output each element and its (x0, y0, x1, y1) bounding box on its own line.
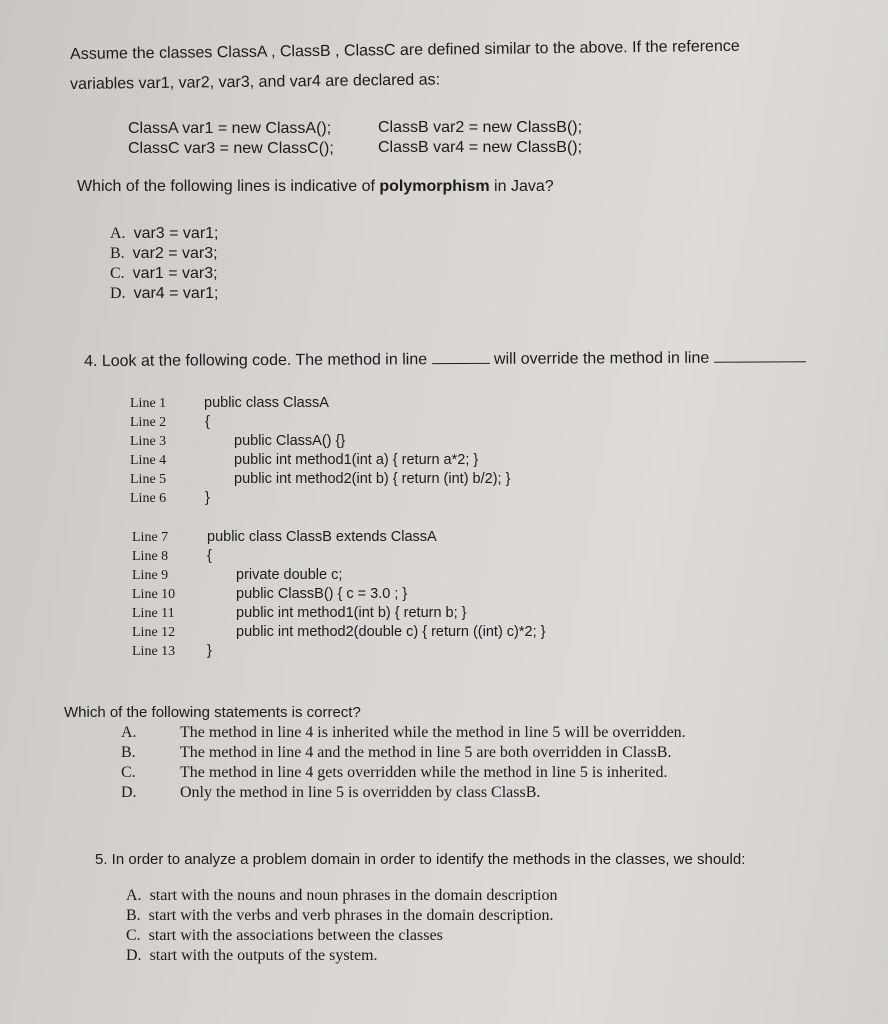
code-line: public int method2(int b) { return (int) b/2); } (234, 471, 511, 487)
code-line: { (205, 414, 210, 430)
q3-decl-var2: ClassB var2 = new ClassB(); (378, 119, 583, 136)
option-letter: C. (126, 927, 141, 944)
code-line: public class ClassB extends ClassA (207, 529, 437, 545)
option-text: var1 = var3; (132, 265, 218, 282)
q3-option-b (110, 245, 218, 263)
line-number: Line 12 (132, 625, 176, 640)
q4-option-d-text: Only the method in line 5 is overridden by class ClassB. (180, 784, 541, 801)
option-letter: B. (126, 907, 141, 924)
q4-question: Which of the following statements is correct? (64, 704, 361, 721)
option-letter: D. (110, 285, 126, 302)
option-letter: A. (110, 225, 126, 242)
q3-question-bold: polymorphism (379, 178, 490, 195)
q3-decl-var3: ClassC var3 = new ClassC(); (128, 140, 334, 157)
q4-option-b-text: The method in line 4 and the method in line 5 are both overridden in ClassB. (180, 744, 672, 761)
option-text: start with the verbs and verb phrases in the domain description. (148, 907, 554, 924)
code-line: public int method1(int a) { return a*2; } (234, 452, 479, 468)
q3-option-a (110, 225, 219, 243)
q3-option-d (110, 285, 219, 303)
q3-intro-line2: variables var1, var2, var3, and var4 are declared as: (70, 71, 441, 93)
code-line: public class ClassA (204, 395, 329, 411)
line-number: Line 10 (132, 587, 176, 602)
q5-option-b (126, 907, 553, 925)
q3-question-pre: Which of the following lines is indicative of (77, 178, 380, 195)
q4-option-d-letter: D. (121, 784, 137, 801)
code-line: public int method2(double c) { return ((int) c)*2; } (236, 624, 546, 640)
code-line: { (207, 548, 212, 564)
q5-option-d (126, 947, 378, 965)
q4-option-c-text: The method in line 4 gets overridden while the method in line 5 is inherited. (180, 764, 668, 781)
code-line: public ClassA() {} (234, 433, 346, 449)
option-letter: C. (110, 265, 125, 282)
q4-prompt (84, 347, 806, 371)
code-line: public int method1(int b) { return b; } (236, 605, 467, 621)
q3-question (77, 178, 554, 196)
line-number: Line 6 (130, 491, 167, 506)
line-number: Line 7 (132, 530, 169, 545)
q5-option-c (126, 927, 443, 945)
q4-option-c-letter: C. (121, 764, 136, 781)
q4-prompt-pre: 4. Look at the following code. The method in line (84, 351, 428, 370)
q4-option-a-letter: A. (121, 724, 137, 741)
q4-blank-2 (714, 347, 806, 362)
line-number: Line 13 (132, 644, 176, 659)
q5-prompt: 5. In order to analyze a problem domain in order to identify the methods in the classes, we should: (95, 851, 746, 868)
option-text: var2 = var3; (132, 245, 218, 262)
q4-option-a-text: The method in line 4 is inherited while the method in line 5 will be overridden. (180, 724, 686, 741)
option-letter: D. (126, 947, 142, 964)
code-line: } (205, 490, 210, 506)
code-line: } (207, 643, 212, 659)
line-number: Line 9 (132, 568, 169, 583)
q4-option-b-letter: B. (121, 744, 136, 761)
line-number: Line 1 (130, 396, 167, 411)
option-letter: B. (110, 245, 125, 262)
line-number: Line 5 (130, 472, 167, 487)
line-number: Line 4 (130, 453, 167, 468)
code-line: private double c; (236, 567, 343, 583)
q3-question-post: in Java? (489, 178, 554, 195)
option-text: start with the nouns and noun phrases in the domain description (149, 887, 558, 904)
option-text: start with the associations between the classes (148, 927, 443, 944)
option-text: var4 = var1; (133, 285, 219, 302)
q4-prompt-mid: will override the method in line (493, 349, 710, 368)
line-number: Line 2 (130, 415, 167, 430)
q3-decl-var1: ClassA var1 = new ClassA(); (128, 120, 332, 137)
q3-intro-line1: Assume the classes ClassA , ClassB , ClassC are defined similar to the above. If the reference (70, 37, 740, 63)
q3-decl-var4: ClassB var4 = new ClassB(); (378, 139, 583, 156)
q3-option-c (110, 265, 218, 283)
option-letter: A. (126, 887, 142, 904)
q5-option-a (126, 887, 558, 905)
q4-blank-1 (431, 349, 489, 364)
line-number: Line 11 (132, 606, 175, 621)
option-text: start with the outputs of the system. (149, 947, 378, 964)
line-number: Line 3 (130, 434, 167, 449)
code-line: public ClassB() { c = 3.0 ; } (236, 586, 408, 602)
option-text: var3 = var1; (133, 225, 219, 242)
line-number: Line 8 (132, 549, 169, 564)
